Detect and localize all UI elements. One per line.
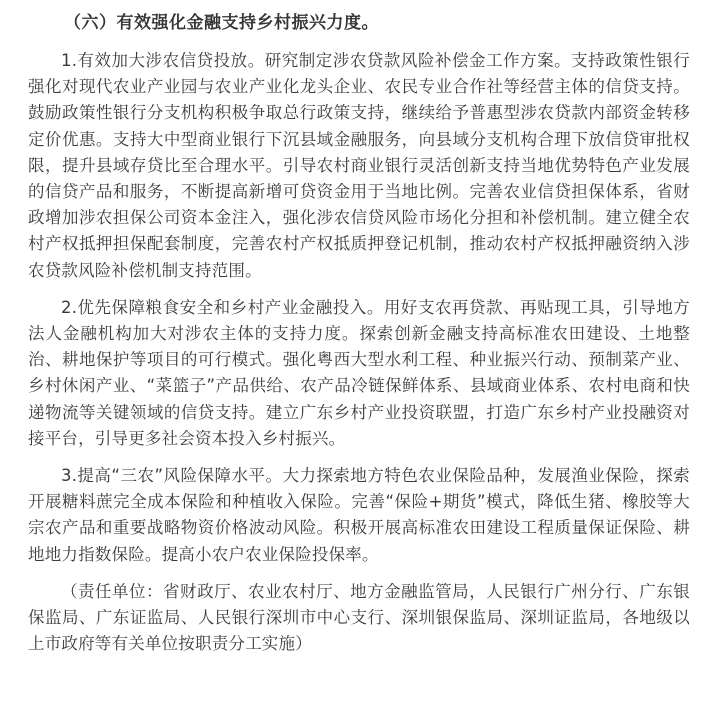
paragraph-food-security-finance: 2.优先保障粮食安全和乡村产业金融投入。用好支农再贷款、再贴现工具，引导地方法人金融机构加大对涉农主体的支持力度。探索创新金融支持高标准农田建设、土地整治、耕地保护等项目的可行模式。强化粤西大型水利工程、种业振兴行动、预制菜产业、乡村休闲产业、“菜篮子”产品供给、农产品冷链保鲜体系、县域商业体系、农村电商和快递物流等关键领域的信贷支持。建立广东乡村产业投资联盟，打造广东乡村产业投融资对接平台，引导更多社会资本投入乡村振兴。	[28, 297, 690, 448]
document-body	[28, 0, 690, 668]
paragraph-credit-lending: 1.有效加大涉农信贷投放。研究制定涉农贷款风险补偿金工作方案。支持政策性银行强化对现代农业产业园与农业产业化龙头企业、农民专业合作社等经营主体的信贷支持。鼓励政策性银行分支机构积极争取总行政策支持，继续给予普惠型涉农贷款内部资金转移定价优惠。支持大中型商业银行下沉县域金融服务，向县域分支机构合理下放信贷审批权限，提升县域存贷比至合理水平。引导农村商业银行灵活创新支持当地优势特色产业发展的信贷产品和服务，不断提高新增可贷资金用于当地比例。完善农业信贷担保体系，省财政增加涉农担保公司资本金注入，强化涉农信贷风险市场化分担和补偿机制。建立健全农村产权抵押担保配套制度，完善农村产权抵质押登记机制，推动农村产权抵押融资纳入涉农贷款风险补偿机制支持范围。	[28, 51, 690, 280]
paragraph-responsible-units: （责任单位：省财政厅、农业农村厅、地方金融监管局，人民银行广州分行、广东银保监局、广东证监局、人民银行深圳市中心支行、深圳银保监局、深圳证监局，各地级以上市政府等有关单位按职责分工实施）	[28, 581, 690, 654]
section-heading: （六）有效强化金融支持乡村振兴力度。	[64, 13, 379, 33]
paragraph-risk-insurance: 3.提高“三农”风险保障水平。大力探索地方特色农业保险品种，发展渔业保险，探索开展糖料蔗完全成本保险和种植收入保险。完善“保险+期货”模式，降低生猪、橡胶等大宗农产品和重要战略物资价格波动风险。积极开展高标准农田建设工程质量保证保险、耕地地力指数保险。提高小农户农业保险投保率。	[28, 466, 690, 564]
